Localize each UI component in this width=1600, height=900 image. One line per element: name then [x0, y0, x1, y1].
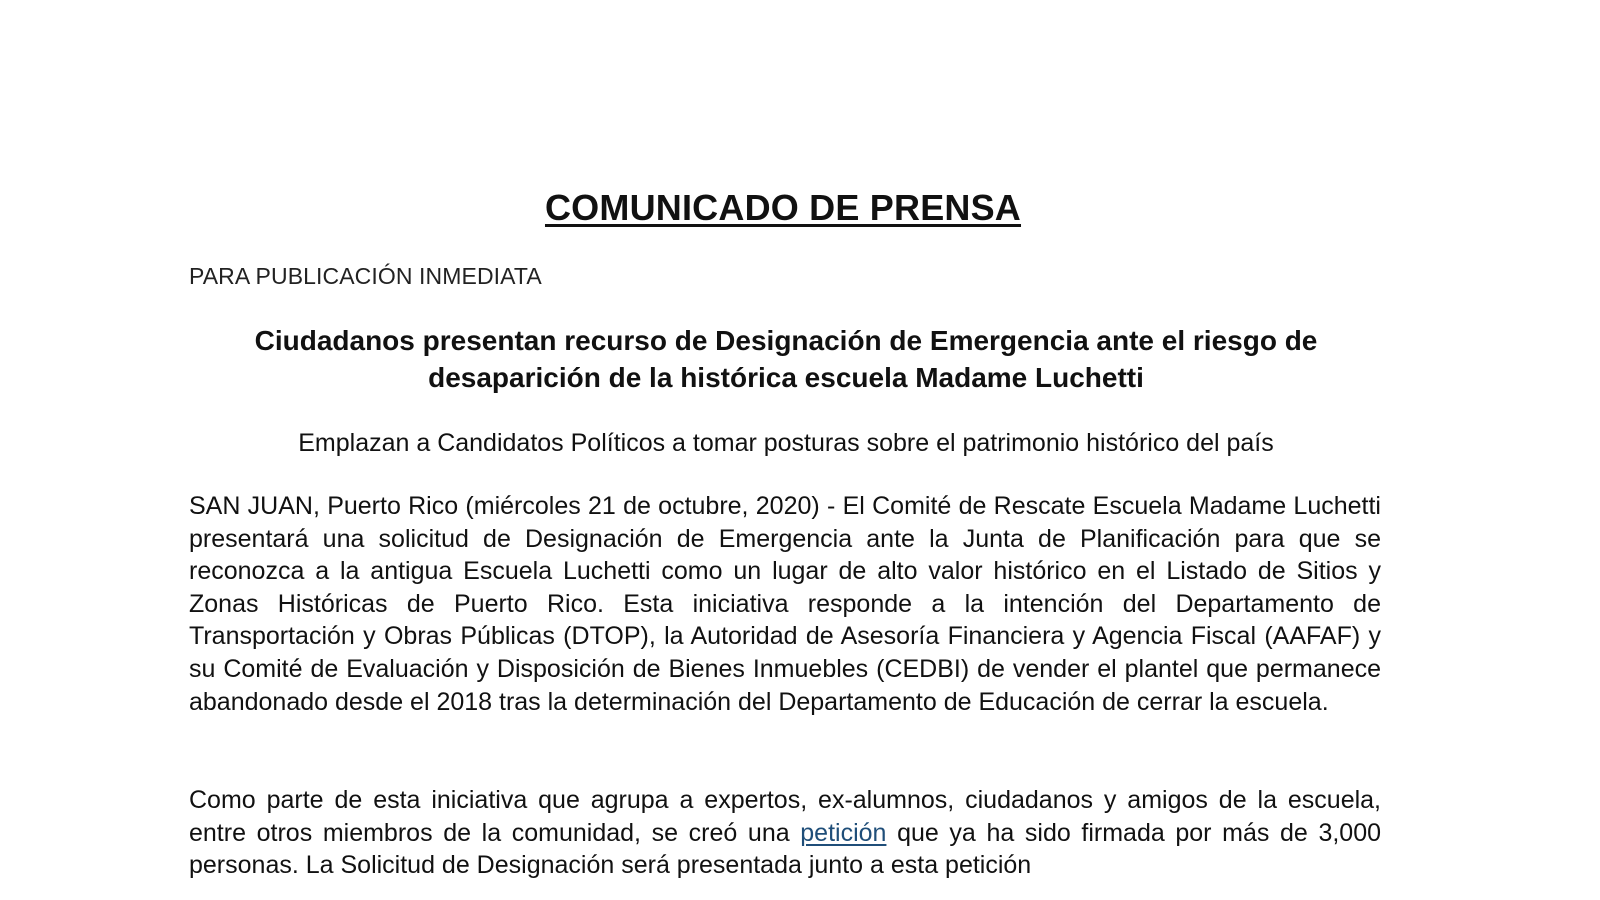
headline: Ciudadanos presentan recurso de Designación de Emergencia ante el riesgo de desaparición de la histórica escuela Madame Luchetti [254, 325, 1318, 393]
body-paragraph-1: SAN JUAN, Puerto Rico (miércoles 21 de octubre, 2020) - El Comité de Rescate Escuela Madame Luchetti presentará una solicitud de Designación de Emergencia ante la Junta de Planificación para que se reconozca a la antigua Escuela Luchetti como un lugar de alto valor histórico en el Listado de Sitios y Zonas Históricas de Puerto Rico. Esta iniciativa responde a la intención del Departamento de Transportación y Obras Públicas (DTOP), la Autoridad de Asesoría Financiera y Agencia Fiscal (AAFAF) y su Comité de Evaluación y Disposición de Bienes Inmuebles (CEDBI) de vender el plantel que permanece abandonado desde el 2018 tras la determinación del Departamento de Educación de cerrar la escuela. [189, 492, 1381, 716]
document-title: COMUNICADO DE PRENSA [544, 187, 1022, 228]
subheadline: Emplazan a Candidatos Políticos a tomar posturas sobre el patrimonio histórico del país [298, 429, 1274, 457]
paragraph-text-after-link: que ya ha sido firmada por más de 3,000 personas. La Solicitud de Designación será presentada junto a esta petición [189, 818, 1382, 880]
release-note: PARA PUBLICACIÓN INMEDIATA [189, 263, 542, 289]
petition-link[interactable]: petición [800, 818, 887, 847]
body-paragraph-2 [189, 784, 1381, 882]
paragraph-text-before-link: Como parte de esta iniciativa que agrupa a expertos, ex-alumnos, ciudadanos y amigos de la escuela, entre otros miembros de la comunidad, se creó una [189, 786, 1381, 847]
